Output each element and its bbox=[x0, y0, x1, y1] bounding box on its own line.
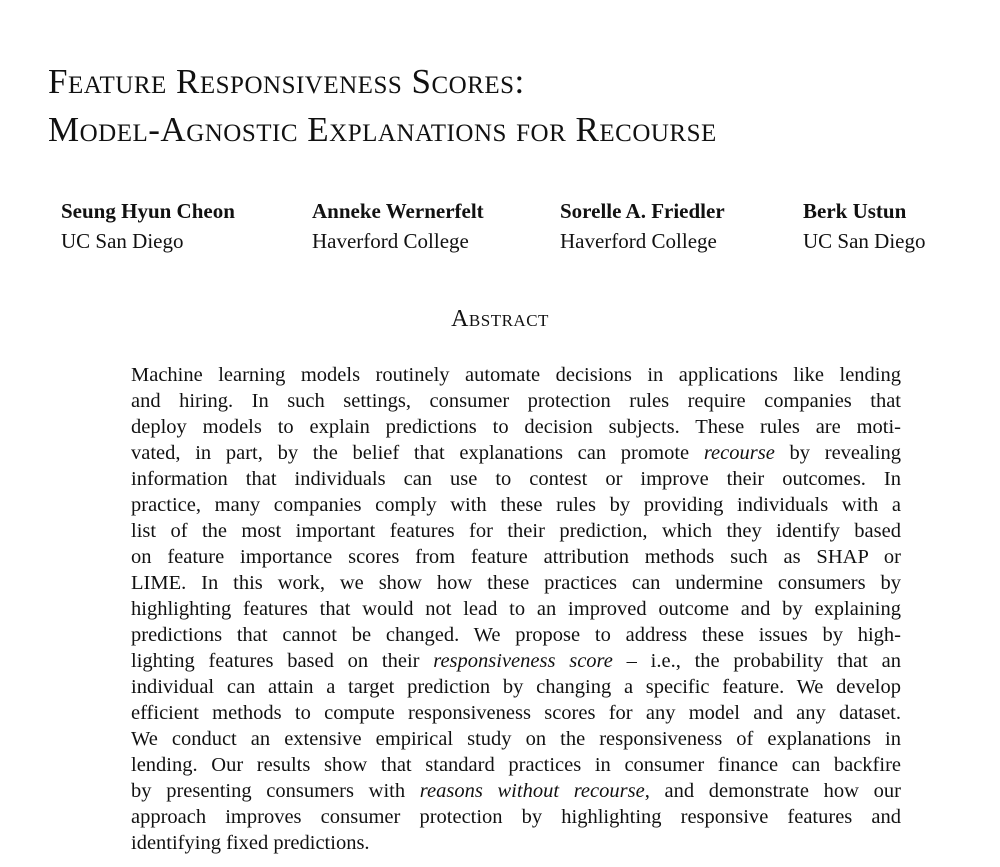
abstract-line bbox=[131, 388, 901, 414]
abstract-line bbox=[131, 492, 901, 518]
abstract-line-text: individual can attain a target prediction by changing a specific feature. We develop bbox=[131, 676, 901, 698]
author-name: Seung Hyun Cheon bbox=[61, 199, 235, 223]
abstract-line-text: efficient methods to compute responsiveness scores for any model and any dataset. bbox=[131, 702, 901, 724]
author-name: Berk Ustun bbox=[803, 199, 907, 223]
abstract-line-text: vated, in part, by the belief that explanations can promote bbox=[131, 442, 704, 464]
author-affiliation: Haverford College bbox=[560, 229, 717, 253]
abstract-line bbox=[131, 596, 901, 622]
abstract-line-text: on feature importance scores from feature attribution methods such as SHAP or bbox=[131, 546, 901, 568]
abstract-line-text: lending. Our results show that standard practices in consumer finance can backfire bbox=[131, 754, 901, 776]
abstract-line bbox=[131, 570, 901, 596]
abstract-line bbox=[131, 700, 901, 726]
abstract-emphasis: responsiveness score bbox=[433, 650, 613, 672]
abstract-line-text: approach improves consumer protection by highlighting responsive features and bbox=[131, 806, 901, 828]
author-block bbox=[312, 196, 484, 256]
abstract-line bbox=[131, 362, 901, 388]
author-block bbox=[61, 196, 235, 256]
abstract-text bbox=[131, 362, 901, 856]
abstract-line bbox=[131, 466, 901, 492]
abstract-line-text: , and demonstrate how our bbox=[644, 780, 901, 802]
abstract-line-text: and hiring. In such settings, consumer protection rules require companies that bbox=[131, 390, 901, 412]
author-affiliation: UC San Diego bbox=[803, 229, 926, 253]
abstract-line-text: lighting features based on their bbox=[131, 650, 434, 672]
paper-title-line-2: Model-Agnostic Explanations for Recourse bbox=[48, 110, 717, 149]
abstract-line bbox=[131, 726, 901, 752]
abstract-line-text: deploy models to explain predictions to decision subjects. These rules are moti- bbox=[131, 416, 901, 438]
abstract-heading: Abstract bbox=[451, 306, 549, 332]
author-affiliation: UC San Diego bbox=[61, 229, 184, 253]
author-block bbox=[560, 196, 725, 256]
author-affiliation: Haverford College bbox=[312, 229, 469, 253]
abstract-line-text: Machine learning models routinely automate decisions in applications like lending bbox=[131, 364, 901, 386]
abstract-line bbox=[131, 622, 901, 648]
abstract-line-text: predictions that cannot be changed. We propose to address these issues by high- bbox=[131, 624, 901, 646]
paper-title-line-1: Feature Responsiveness Scores: bbox=[48, 62, 525, 101]
abstract-line-text: LIME. In this work, we show how these practices can undermine consumers by bbox=[131, 572, 901, 594]
abstract-emphasis: reasons without recourse bbox=[419, 780, 645, 802]
abstract-line-text: highlighting features that would not lead to an improved outcome and by explaining bbox=[131, 598, 901, 620]
abstract-line bbox=[131, 830, 901, 856]
abstract-line bbox=[131, 414, 901, 440]
abstract-line bbox=[131, 440, 901, 466]
paper-title bbox=[48, 58, 988, 154]
author-name: Anneke Wernerfelt bbox=[312, 199, 484, 223]
abstract-line-text: list of the most important features for their prediction, which they identify based bbox=[131, 520, 901, 542]
abstract-line-text: We conduct an extensive empirical study on the responsiveness of explanations in bbox=[131, 728, 901, 750]
author-block bbox=[803, 196, 926, 256]
abstract-line bbox=[131, 778, 901, 804]
abstract-line-text: by revealing bbox=[774, 442, 902, 464]
abstract-line bbox=[131, 648, 901, 674]
abstract-emphasis: recourse bbox=[703, 442, 775, 464]
abstract-line bbox=[131, 804, 901, 830]
abstract-line-text: – i.e., the probability that an bbox=[612, 650, 901, 672]
abstract-line bbox=[131, 674, 901, 700]
abstract-line-text: information that individuals can use to contest or improve their outcomes. In bbox=[131, 468, 901, 490]
abstract-line-text: by presenting consumers with bbox=[131, 780, 420, 802]
abstract-line bbox=[131, 518, 901, 544]
abstract-line bbox=[131, 752, 901, 778]
abstract-line bbox=[131, 544, 901, 570]
abstract-line-text: practice, many companies comply with these rules by providing individuals with a bbox=[131, 494, 901, 516]
author-name: Sorelle A. Friedler bbox=[560, 199, 725, 223]
abstract-line-text: identifying fixed predictions. bbox=[131, 832, 370, 854]
